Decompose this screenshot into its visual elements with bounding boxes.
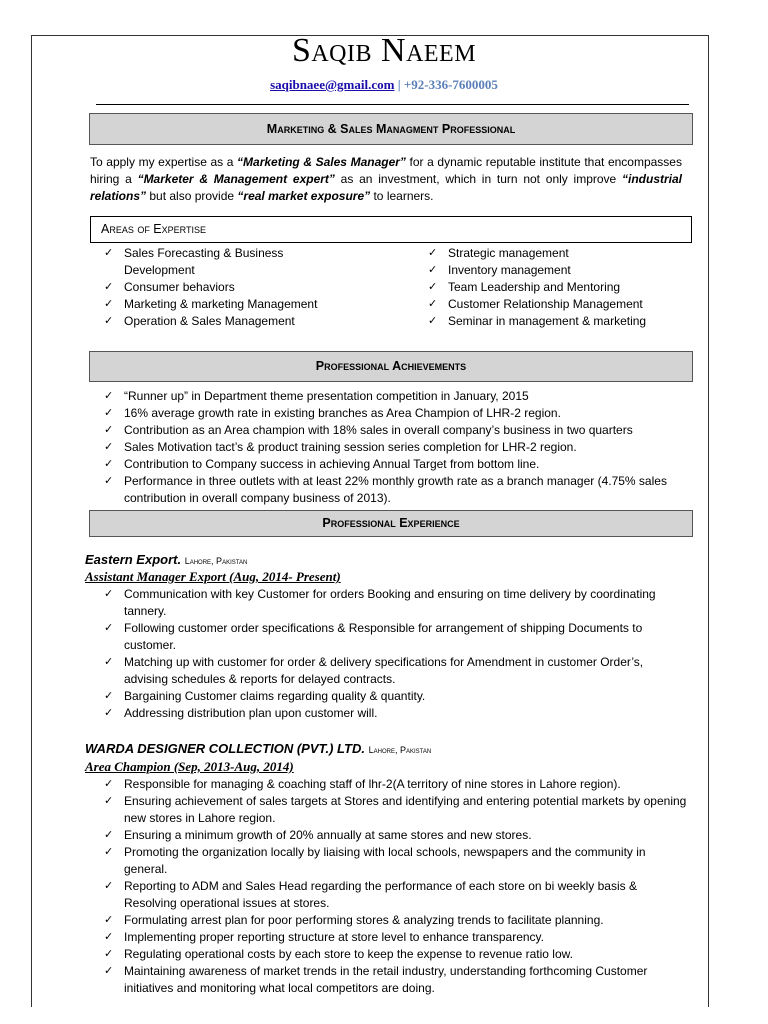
job-duties-list [100,776,688,997]
check-icon: ✓ [428,298,438,310]
list-item: ✓ Inventory management [428,263,571,277]
email-link[interactable]: saqibnaee@gmail.com [270,77,395,92]
phone-number: +92-336-7600005 [403,77,498,92]
check-icon: ✓ [104,690,114,702]
check-icon: ✓ [104,656,114,668]
list-item: ✓ Communication with key Customer for orders Booking and ensuring on time delivery by coordinating tannery. [104,587,656,618]
company-location: Lahore, Pakistan [184,556,248,566]
check-icon: ✓ [104,931,114,943]
list-item: ✓ Customer Relationship Management [428,297,643,311]
company-location: Lahore, Pakistan [368,745,432,755]
list-item: ✓ Bargaining Customer claims regarding quality & quantity. [104,689,426,703]
check-icon: ✓ [428,264,438,276]
list-item: ✓ Implementing proper reporting structure at store level to enhance transparency. [104,930,544,944]
list-item: ✓ Promoting the organization locally by liaising with local schools, newspapers and the community in general. [104,845,646,876]
check-icon: ✓ [104,829,114,841]
expertise-list-left [100,245,332,330]
expertise-list-right [424,245,694,330]
list-item: ✓ Contribution as an Area champion with 18% sales in overall company’s business in two quarters [104,423,633,437]
check-icon: ✓ [104,390,114,402]
title-band: Marketing & Sales Managment Professional [89,113,693,145]
list-item: ✓ Performance in three outlets with at least 22% monthly growth rate as a branch manager (4.75% sales contribution in overall company business of 2013). [104,474,667,505]
achievements-heading: Professional Achievements [89,351,693,382]
list-item: ✓ “Runner up” in Department theme presentation competition in January, 2015 [104,389,529,403]
objective-paragraph: To apply my expertise as a “Marketing & Sales Manager” for a dynamic reputable institute that encompasses hiring a “Marketer & Management expert” as an investment, which in turn not only improve “industrial relations” but also provide “real market exposure” to learners. [90,155,683,203]
check-icon: ✓ [104,298,114,310]
check-icon: ✓ [104,588,114,600]
contact-separator: | [394,77,404,92]
expertise-heading: Areas of Expertise [90,216,692,243]
list-item: ✓ Strategic management [428,246,569,260]
check-icon: ✓ [104,948,114,960]
list-item: ✓ Consumer behaviors [104,280,235,294]
job-title: Assistant Manager Export (Aug, 2014- Present) [85,569,341,584]
check-icon: ✓ [104,441,114,453]
list-item: ✓ Formulating arrest plan for poor performing stores & analyzing trends to facilitate planning. [104,913,604,927]
achievements-list [100,388,688,507]
list-item: ✓ Maintaining awareness of market trends in the retail industry, understanding forthcoming Customer initiatives and monitoring what local competitors are doing. [104,964,648,995]
list-item: ✓ Addressing distribution plan upon customer will. [104,706,378,720]
check-icon: ✓ [104,914,114,926]
list-item: ✓ Team Leadership and Mentoring [428,280,621,294]
company-name: WARDA DESIGNER COLLECTION (PVT.) LTD. Lahore, Pakistan [85,741,432,756]
list-item: ✓ Contribution to Company success in achieving Annual Target from bottom line. [104,457,540,471]
list-item: ✓ Regulating operational costs by each store to keep the expense to revenue ratio low. [104,947,573,961]
check-icon: ✓ [104,622,114,634]
list-item: ✓ Operation & Sales Management [104,314,295,328]
check-icon: ✓ [104,424,114,436]
check-icon: ✓ [104,407,114,419]
check-icon: ✓ [104,795,114,807]
check-icon: ✓ [104,707,114,719]
list-item: ✓ Sales Forecasting & Business Development [104,246,284,277]
candidate-name: Saqib Naeem [291,32,477,69]
contact-line [0,77,768,93]
list-item: ✓ Responsible for managing & coaching staff of lhr-2(A territory of nine stores in Lahore region). [104,777,621,791]
check-icon: ✓ [104,475,114,487]
list-item: ✓ Ensuring a minimum growth of 20% annually at same stores and new stores. [104,828,532,842]
experience-heading: Professional Experience [89,510,693,537]
list-item: ✓ 16% average growth rate in existing branches as Area Champion of LHR-2 region. [104,406,561,420]
check-icon: ✓ [428,247,438,259]
check-icon: ✓ [104,846,114,858]
check-icon: ✓ [428,315,438,327]
check-icon: ✓ [104,778,114,790]
list-item: ✓ Reporting to ADM and Sales Head regarding the performance of each store on bi weekly basis & Resolving operational issues at stores. [104,879,637,910]
list-item: ✓ Ensuring achievement of sales targets at Stores and identifying and entering potential markets by opening new stores in Lahore region. [104,794,687,825]
list-item: ✓ Sales Motivation tact’s & product training session series completion for LHR-2 region. [104,440,577,454]
check-icon: ✓ [104,315,114,327]
list-item: ✓ Seminar in management & marketing [428,314,647,328]
check-icon: ✓ [104,281,114,293]
company-name: Eastern Export. Lahore, Pakistan [85,552,248,567]
header-rule [96,104,689,105]
list-item: ✓ Following customer order specifications & Responsible for arrangement of shipping Documents to customer. [104,621,643,652]
job-title: Area Champion (Sep, 2013-Aug, 2014) [85,759,294,774]
job-duties-list [100,586,688,722]
check-icon: ✓ [428,281,438,293]
list-item: ✓ Marketing & marketing Management [104,297,318,311]
list-item: ✓ Matching up with customer for order & delivery specifications for Amendment in customer Order’s, advising schedules & reports for delayed contracts. [104,655,644,686]
check-icon: ✓ [104,247,114,259]
check-icon: ✓ [104,965,114,977]
check-icon: ✓ [104,458,114,470]
check-icon: ✓ [104,880,114,892]
